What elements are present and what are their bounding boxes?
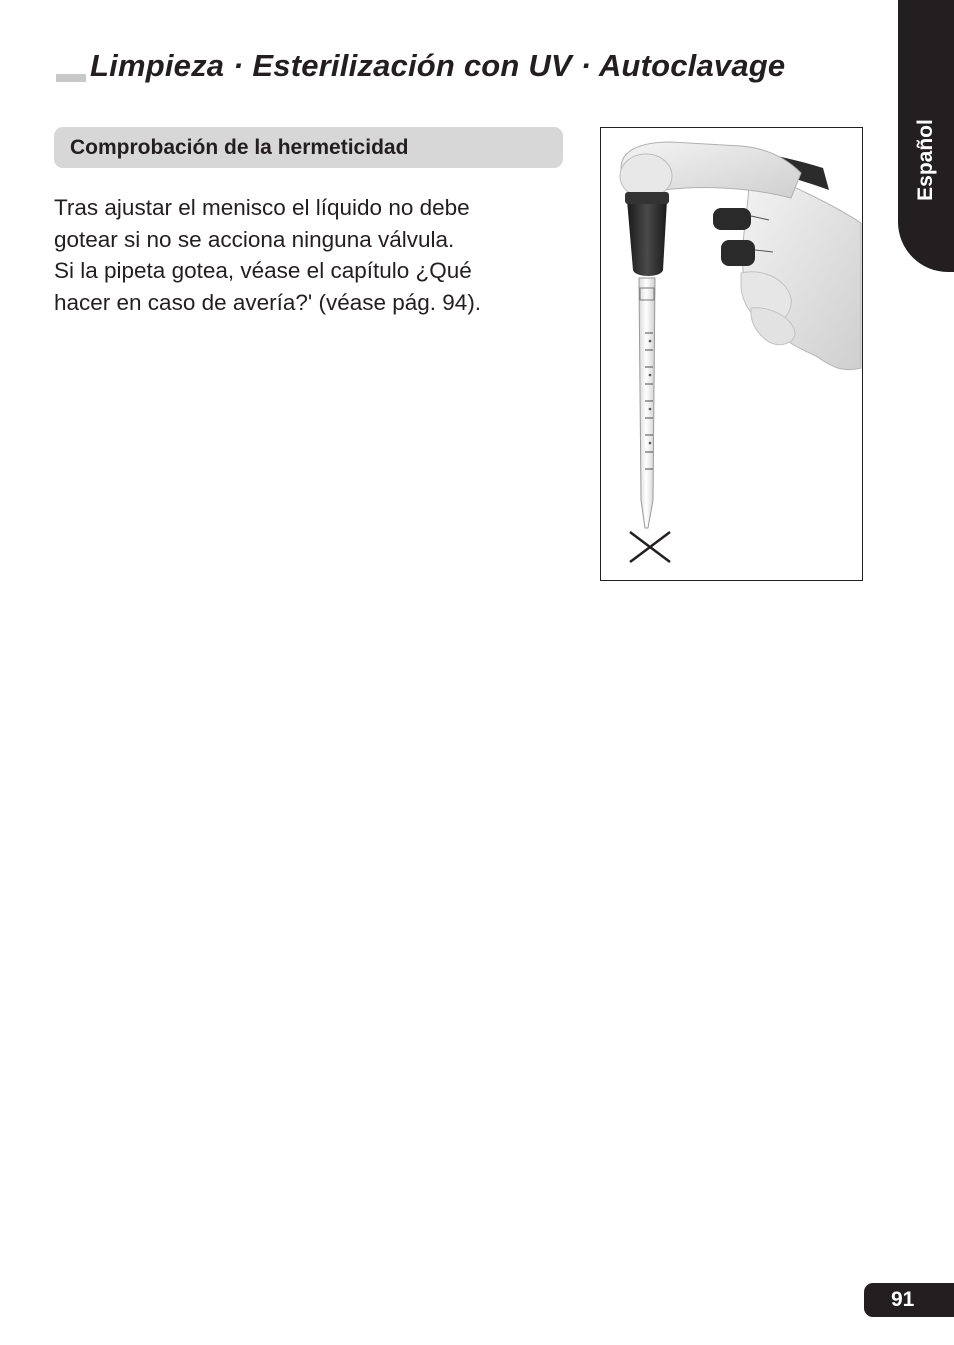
language-tab-label: Español (914, 119, 937, 201)
body-line: Tras ajustar el menisco el líquido no debe (54, 195, 470, 220)
pipette-controller-illustration (601, 128, 862, 580)
body-paragraph (54, 192, 554, 318)
cross-icon (625, 528, 675, 568)
body-line: gotear si no se acciona ninguna válvula. (54, 226, 455, 252)
section-heading: Comprobación de la hermeticidad (54, 127, 563, 168)
page-title: Limpieza · Esterilización con UV · Autoclavage (90, 48, 786, 83)
body-line: Si la pipeta gotea, véase el capítulo ¿Qué (54, 258, 472, 283)
figure-frame (600, 127, 863, 581)
page-number: 91 (864, 1283, 954, 1317)
title-accent-bar (56, 74, 86, 82)
body-line: hacer en caso de avería?' (véase pág. 94). (54, 289, 482, 315)
